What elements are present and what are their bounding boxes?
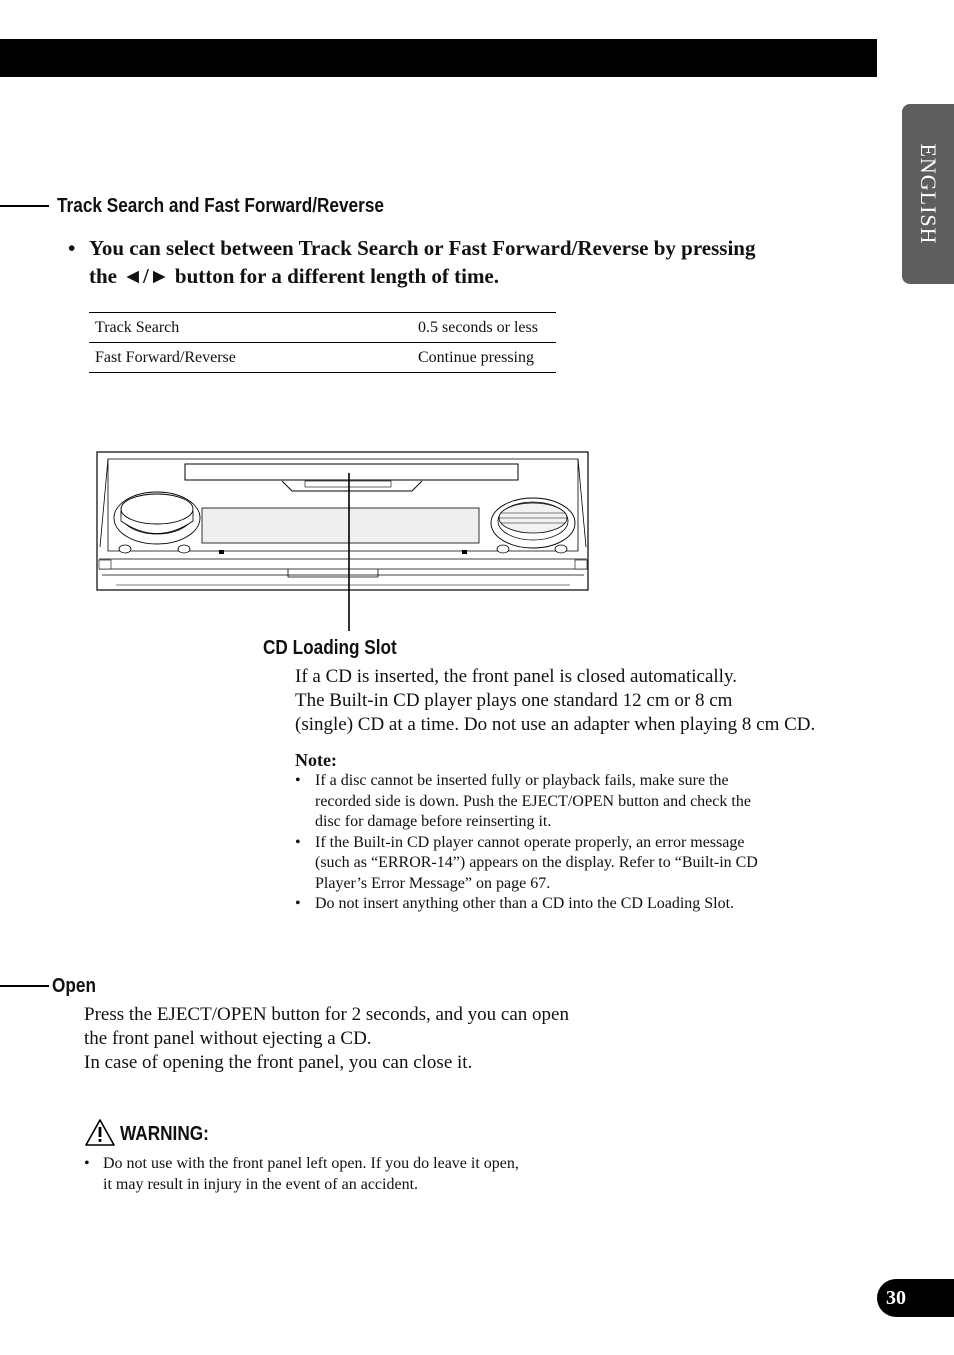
- note-title: Note:: [295, 750, 337, 770]
- list-item: [295, 771, 855, 833]
- warning-list: [84, 1154, 604, 1195]
- text-line: In case of opening the front panel, you can close it.: [84, 1052, 473, 1073]
- note-line: Player’s Error Message” on page 67.: [315, 874, 551, 892]
- head-unit-illustration: [96, 451, 590, 631]
- table-cell-action: Fast Forward/Reverse: [89, 343, 412, 373]
- note-line: Do not insert anything other than a CD into the CD Loading Slot.: [315, 895, 735, 912]
- open-section-text: [84, 1003, 569, 1075]
- note-list: [295, 771, 855, 915]
- table-cell-action: Track Search: [89, 313, 412, 343]
- language-tab-label: ENGLISH: [916, 143, 941, 245]
- language-tab: [902, 104, 954, 284]
- warning-line: Do not use with the front panel left open. If you do leave it open,: [103, 1155, 519, 1172]
- text-line: Press the EJECT/OPEN button for 2 seconds, and you can open: [84, 1004, 569, 1025]
- warning-line: it may result in injury in the event of an accident.: [103, 1175, 419, 1193]
- open-section-heading: Open: [52, 975, 96, 997]
- section-rule: [0, 205, 49, 207]
- note-line: If the Built-in CD player cannot operate properly, an error message: [315, 833, 745, 851]
- bullet: •: [295, 833, 301, 851]
- note-line: disc for damage before reinserting it.: [315, 813, 552, 830]
- bullet: •: [295, 895, 301, 912]
- note-line: If a disc cannot be inserted fully or playback fails, make sure the: [315, 772, 729, 789]
- text-line: the front panel without ejecting a CD.: [84, 1028, 372, 1049]
- lead-line: You can select between Track Search or Fast Forward/Reverse by pressing: [89, 236, 756, 260]
- list-item: [295, 894, 855, 915]
- cd-slot-heading: CD Loading Slot: [263, 637, 397, 659]
- warning-icon: [84, 1118, 116, 1148]
- cd-slot-text: [295, 665, 815, 737]
- bullet: •: [295, 772, 301, 789]
- page-number: 30: [877, 1279, 954, 1317]
- header-bar: [0, 39, 877, 77]
- list-item: [295, 833, 855, 895]
- text-line: If a CD is inserted, the front panel is closed automatically.: [295, 666, 737, 687]
- lead-line: the ◄/► button for a different length of time.: [89, 264, 500, 288]
- note-line: (such as “ERROR-14”) appears on the display. Refer to “Built-in CD: [315, 854, 758, 871]
- list-item: [84, 1154, 604, 1195]
- note-line: recorded side is down. Push the EJECT/OPEN button and check the: [315, 792, 751, 810]
- table-row: [89, 343, 556, 373]
- section-rule: [0, 985, 49, 987]
- timing-table: [89, 312, 556, 373]
- table-row: [89, 313, 556, 343]
- text-line: The Built-in CD player plays one standard 12 cm or 8 cm: [295, 690, 733, 711]
- bullet: •: [68, 236, 76, 260]
- text-line: (single) CD at a time. Do not use an adapter when playing 8 cm CD.: [295, 714, 816, 735]
- warning-label: WARNING:: [120, 1123, 209, 1145]
- bullet: •: [84, 1155, 90, 1172]
- track-section-heading: Track Search and Fast Forward/Reverse: [57, 195, 384, 217]
- table-cell-timing: 0.5 seconds or less: [412, 313, 556, 343]
- table-cell-timing: Continue pressing: [412, 343, 556, 373]
